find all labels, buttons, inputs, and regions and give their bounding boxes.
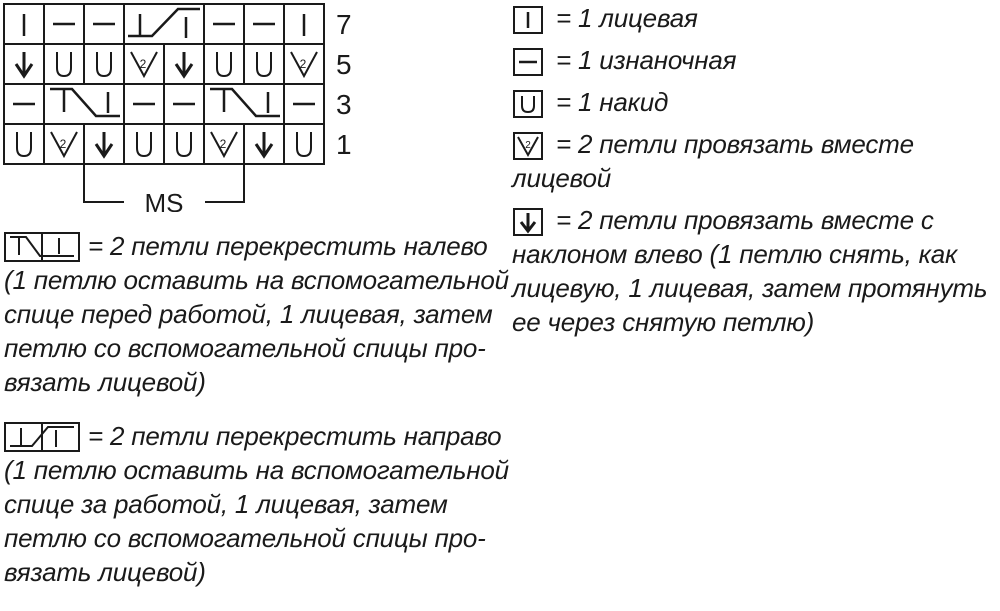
k2tog-symbol <box>211 132 237 156</box>
chart-grid <box>4 4 324 164</box>
k2tog-left-legend-line-1: = 2 петли провязать вместе с <box>556 205 934 235</box>
cross-right-legend-line-3: спице за работой, 1 лицевая, затем <box>4 489 448 519</box>
svg-text:2: 2 <box>139 57 147 71</box>
svg-text:2: 2 <box>219 137 227 151</box>
cross-right-legend-line-1: = 2 петли перекрестить направо <box>88 421 502 451</box>
knit-icon <box>513 6 543 34</box>
k2tog-left-symbol <box>96 132 112 156</box>
yo-legend-text: = 1 накид <box>556 87 669 117</box>
yo-symbol <box>97 52 111 76</box>
cross-left-legend-line-2: (1 петлю оставить на вспомогательной <box>4 265 509 295</box>
k2tog-legend-line-2: лицевой <box>512 163 611 193</box>
svg-text:2: 2 <box>59 137 67 151</box>
yo-symbol <box>217 52 231 76</box>
purl-legend-text: = 1 изнаночная <box>556 45 737 75</box>
cross-right-symbol <box>128 9 200 38</box>
cross-left-icon <box>4 232 80 262</box>
k2tog-left-legend-line-3: лицевую, 1 лицевая, затем протянуть <box>512 273 988 303</box>
row-label-5: 5 <box>336 49 352 80</box>
yo-symbol <box>17 132 31 156</box>
svg-text:2: 2 <box>299 57 307 71</box>
yo-symbol <box>177 132 191 156</box>
yo-symbol <box>137 132 151 156</box>
cross-right-legend-line-4: петлю со вспомогательной спицы про- <box>4 523 486 553</box>
yo-symbol <box>57 52 71 76</box>
cross-right-icon <box>4 422 80 452</box>
yo-icon <box>513 90 543 118</box>
cross-left-legend-line-3: спице перед работой, 1 лицевая, затем <box>4 299 493 329</box>
cross-left-legend-line-1: = 2 петли перекрестить налево <box>88 231 488 261</box>
cross-left-symbol <box>210 89 280 116</box>
k2tog-symbol <box>51 132 77 156</box>
k2tog-left-symbol <box>176 52 192 76</box>
svg-text:2: 2 <box>525 140 531 151</box>
k2tog-icon <box>513 132 543 160</box>
cross-left-symbol <box>50 89 120 116</box>
row-label-7: 7 <box>336 9 352 40</box>
knitting-chart <box>0 0 380 212</box>
k2tog-symbol <box>291 52 317 76</box>
k2tog-left-symbol <box>256 132 272 156</box>
row-label-1: 1 <box>336 129 352 160</box>
k2tog-left-legend-line-2: наклоном влево (1 петлю снять, как <box>512 239 958 269</box>
yo-symbol <box>297 132 311 156</box>
k2tog-symbol <box>131 52 157 76</box>
k2tog-left-legend-line-4: ее через снятую петлю) <box>512 307 815 337</box>
chart-row-5 <box>16 52 317 76</box>
knit-legend-text: = 1 лицевая <box>556 3 698 33</box>
cross-right-legend-line-2: (1 петлю оставить на вспомогательной <box>4 455 509 485</box>
purl-icon <box>513 48 543 76</box>
row-label-3: 3 <box>336 89 352 120</box>
cross-left-legend-line-4: петлю со вспомогательной спицы про- <box>4 333 486 363</box>
cross-left-legend-line-5: вязать лицевой) <box>4 367 206 397</box>
repeat-label: MS <box>144 188 184 212</box>
cross-right-legend-line-5: вязать лицевой) <box>4 557 206 587</box>
yo-symbol <box>257 52 271 76</box>
chart-row-7 <box>24 9 304 38</box>
k2tog-left-symbol <box>16 52 32 76</box>
k2tog-legend-line-1: = 2 петли провязать вместе <box>556 129 914 159</box>
k2tog-left-icon <box>513 208 543 236</box>
